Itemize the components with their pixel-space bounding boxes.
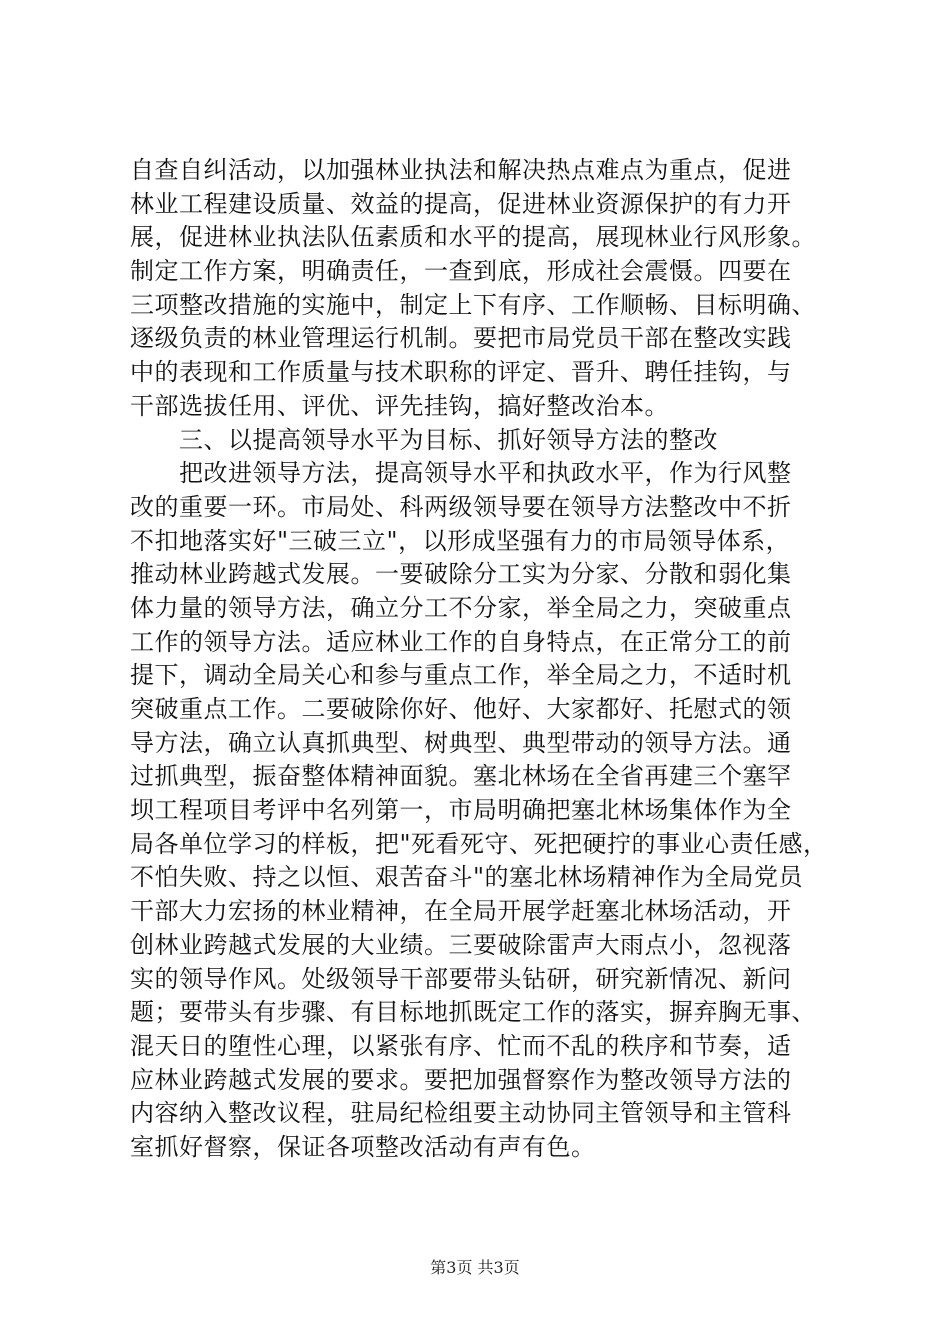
text-line: 三项整改措施的实施中，制定上下有序、工作顺畅、目标明确、 — [130, 290, 816, 319]
text-line: 体力量的领导方法，确立分工不分家，举全局之力，突破重点 — [130, 593, 792, 622]
text-line: 逐级负责的林业管理运行机制。要把市局党员干部在整改实践 — [130, 324, 792, 353]
text-line: 工作的领导方法。适应林业工作的自身特点，在正常分工的前 — [130, 627, 792, 656]
section-heading: 三、以提高领导水平为目标、抓好领导方法的整改 — [130, 425, 718, 454]
text-line: 室抓好督察，保证各项整改活动有声有色。 — [130, 1132, 596, 1161]
text-line: 制定工作方案，明确责任，一查到底，形成社会震慑。四要在 — [130, 257, 792, 286]
text-line: 混天日的堕性心理，以紧张有序、忙而不乱的秩序和节奏，适 — [130, 1031, 792, 1060]
text-line: 创林业跨越式发展的大业绩。三要破除雷声大雨点小，忽视落 — [130, 930, 792, 959]
page-number-footer: 第3页 共3页 — [430, 1258, 520, 1277]
text-line: 不扣地落实好"三破三立"，以形成坚强有力的市局领导体系， — [130, 526, 791, 555]
text-line: 提下，调动全局关心和参与重点工作，举全局之力，不适时机 — [130, 661, 792, 690]
text-line: 干部选拔任用、评优、评先挂钩，搞好整改治本。 — [130, 391, 669, 420]
text-line: 坝工程项目考评中名列第一，市局明确把塞北林场集体作为全 — [130, 796, 792, 825]
text-line: 中的表现和工作质量与技术职称的评定、晋升、聘任挂钩，与 — [130, 358, 792, 387]
text-line: 导方法，确立认真抓典型、树典型、典型带动的领导方法。通 — [130, 728, 792, 757]
document-body — [130, 154, 830, 1165]
text-line: 内容纳入整改议程，驻局纪检组要主动协同主管领导和主管科 — [130, 1099, 792, 1128]
text-line: 实的领导作风。处级领导干部要带头钻研，研究新情况、新问 — [130, 964, 792, 993]
text-line: 题；要带头有步骤、有目标地抓既定工作的落实，摒弃胸无事、 — [130, 998, 816, 1027]
text-line: 展，促进林业执法队伍素质和水平的提高，展现林业行风形象。 — [130, 223, 816, 252]
text-line: 局各单位学习的样板，把"死看死守、死把硬拧的事业心责任感， — [130, 829, 828, 858]
text-line: 不怕失败、持之以恒、艰苦奋斗"的塞北林场精神作为全局党员 — [130, 863, 804, 892]
text-line: 把改进领导方法，提高领导水平和执政水平，作为行风整 — [130, 459, 792, 488]
text-line: 突破重点工作。二要破除你好、他好、大家都好、托慰式的领 — [130, 695, 792, 723]
text-line: 改的重要一环。市局处、科两级领导要在领导方法整改中不折 — [130, 492, 792, 521]
text-line: 应林业跨越式发展的要求。要把加强督察作为整改领导方法的 — [130, 1065, 792, 1094]
text-line: 林业工程建设质量、效益的提高，促进林业资源保护的有力开 — [130, 189, 792, 218]
text-line: 干部大力宏扬的林业精神，在全局开展学赶塞北林场活动，开 — [130, 897, 792, 926]
text-line: 自查自纠活动，以加强林业执法和解决热点难点为重点，促进 — [130, 156, 792, 184]
text-line: 推动林业跨越式发展。一要破除分工实为分家、分散和弱化集 — [130, 560, 792, 589]
text-line: 过抓典型，振奋整体精神面貌。塞北林场在全省再建三个塞罕 — [130, 762, 792, 791]
